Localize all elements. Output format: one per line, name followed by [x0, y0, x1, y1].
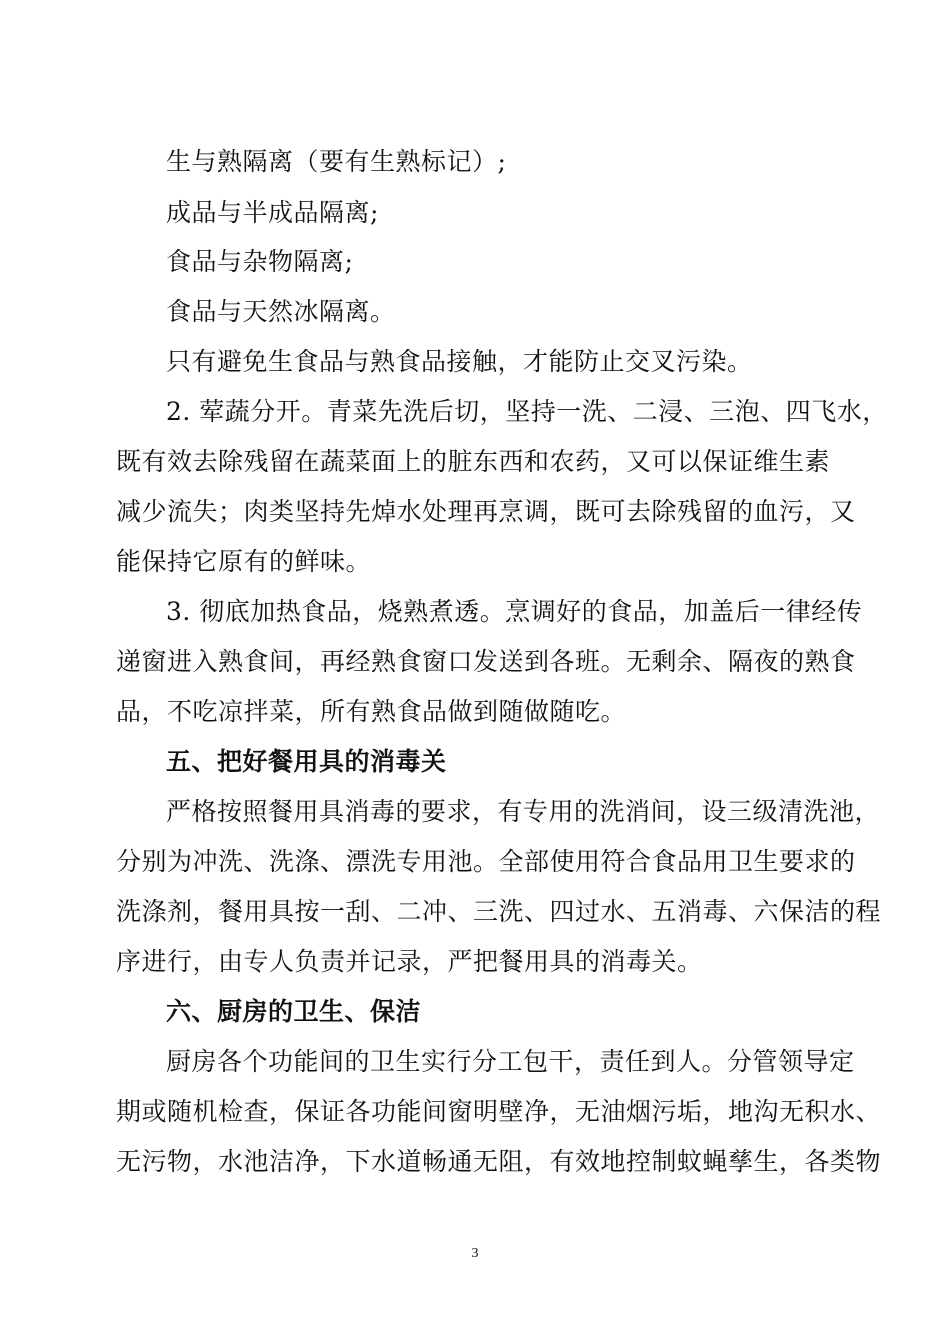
text-line: 成品与半成品隔离; [166, 198, 379, 227]
paragraph-start: 3. 彻底加热食品，烧熟煮透。烹调好的食品，加盖后一律经传 [166, 597, 863, 626]
paragraph-start: 厨房各个功能间的卫生实行分工包干，责任到人。分管领导定 [166, 1047, 855, 1076]
text-line: 减少流失；肉类坚持先焯水处理再烹调，既可去除残留的血污，又 [116, 497, 856, 526]
text-line: 品，不吃凉拌菜，所有熟食品做到随做随吃。 [116, 697, 627, 726]
text-line: 序进行，由专人负责并记录，严把餐用具的消毒关。 [116, 947, 703, 976]
section-heading: 五、把好餐用具的消毒关 [166, 747, 447, 776]
text-line: 能保持它原有的鲜味。 [116, 547, 372, 576]
text-line: 递窗进入熟食间，再经熟食窗口发送到各班。无剩余、隔夜的熟食 [116, 647, 856, 676]
page-number: 3 [471, 1246, 479, 1261]
text-line: 食品与杂物隔离; [166, 247, 354, 276]
section-heading: 六、厨房的卫生、保洁 [166, 997, 422, 1026]
text-line: 既有效去除残留在蔬菜面上的脏东西和农药，又可以保证维生素 [116, 447, 831, 476]
text-line: 洗涤剂，餐用具按一刮、二冲、三洗、四过水、五消毒、六保洁的程 [116, 897, 882, 926]
text-line: 期或随机检查，保证各功能间窗明壁净，无油烟污垢，地沟无积水、 [116, 1097, 882, 1126]
text-line: 无污物，水池洁净，下水道畅通无阻，有效地控制蚊蝇孳生，各类物 [116, 1147, 882, 1176]
text-line: 食品与天然冰隔离。 [166, 297, 396, 326]
paragraph-start: 严格按照餐用具消毒的要求，有专用的洗消间，设三级清洗池， [166, 797, 881, 826]
text-line: 生与熟隔离（要有生熟标记）; [166, 147, 507, 176]
text-line: 分别为冲洗、洗涤、漂洗专用池。全部使用符合食品用卫生要求的 [116, 847, 856, 876]
paragraph-start: 2. 荤蔬分开。青菜先洗后切，坚持一洗、二浸、三泡、四飞水， [166, 397, 888, 426]
text-line: 只有避免生食品与熟食品接触，才能防止交叉污染。 [166, 347, 753, 376]
